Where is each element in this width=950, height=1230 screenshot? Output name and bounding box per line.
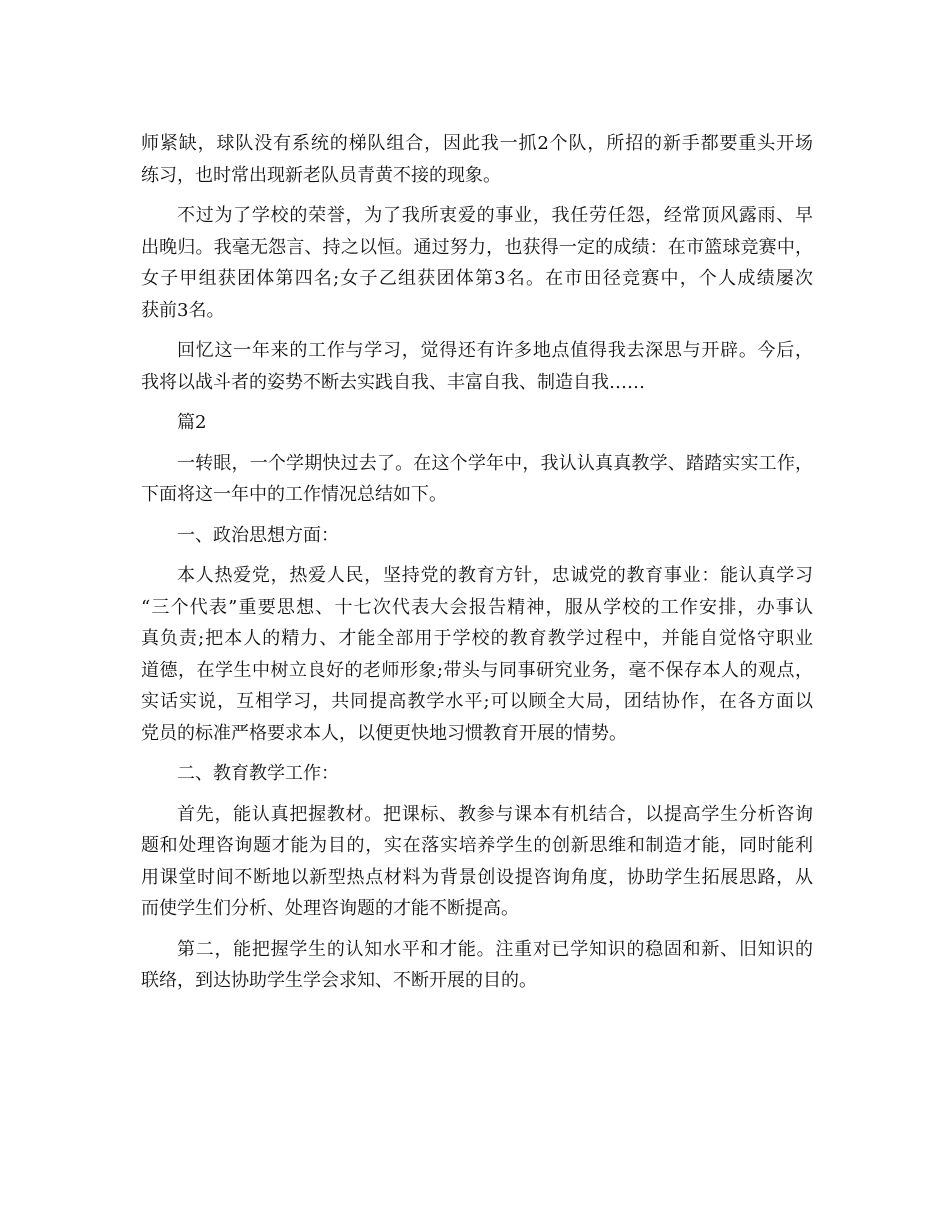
paragraph xyxy=(141,934,813,997)
text-line: 首先，能认真把握教材。把课标、教参与课本有机结合，以提高学生分析咨询 xyxy=(177,803,813,825)
subsection-heading xyxy=(141,520,813,552)
paragraph xyxy=(141,560,813,749)
text-line: 真负责;把本人的精力、才能全部用于学校的教育教学过程中，并能自觉恪守职业 xyxy=(141,628,813,649)
text-line: 不过为了学校的荣誉，为了我所衷爱的事业，我任劳任怨，经常顶风露雨、早 xyxy=(177,205,813,226)
text-line: 道德，在学生中树立良好的老师形象;带头与同事研究业务，毫不保存本人的观点， xyxy=(141,659,813,681)
text-line: 一、政治思想方面： xyxy=(177,524,339,546)
text-line: 党员的标准严格要求本人，以便更快地习惯教育开展的情势。 xyxy=(141,722,627,744)
text-line: 我将以战斗者的姿势不断去实践自我、丰富自我、制造自我…… xyxy=(141,371,645,393)
text-line: 本人热爱党，热爱人民，坚持党的教育方针，忠诚党的教育事业：能认真学习 xyxy=(177,565,813,586)
text-line: 下面将这一年中的工作情况总结如下。 xyxy=(141,484,447,505)
text-line: 二、教育教学工作： xyxy=(177,763,339,784)
text-line: 联络，到达协助学生学会求知、不断开展的目的。 xyxy=(141,970,537,991)
paragraph xyxy=(141,799,813,925)
text-line: 而使学生们分析、处理咨询题的才能不断提高。 xyxy=(141,898,519,919)
document-body xyxy=(141,128,813,997)
text-line: 用课堂时间不断地以新型热点材料为背景创设提咨询角度，协助学生拓展思路，从 xyxy=(141,866,813,888)
text-line: 实话实说，互相学习，共同提高教学水平;可以顾全大局，团结协作，在各方面以 xyxy=(141,691,813,712)
paragraph xyxy=(141,448,813,511)
text-line: 获前3名。 xyxy=(141,299,225,321)
text-line: 回忆这一年来的工作与学习，觉得还有许多地点值得我去深思与开辟。今后， xyxy=(177,340,813,361)
section-heading xyxy=(141,407,813,439)
paragraph-continuation xyxy=(141,128,813,191)
paragraph xyxy=(141,335,813,398)
text-line: 师紧缺，球队没有系统的梯队组合，因此我一抓2个队，所招的新手都要重头开场 xyxy=(141,133,813,154)
text-line: 题和处理咨询题才能为目的，实在落实培养学生的创新思维和制造才能，同时能利 xyxy=(141,835,813,856)
text-line: 女子甲组获团体第四名;女子乙组获团体第3名。在市田径竞赛中，个人成绩屡次 xyxy=(141,268,813,289)
text-line: 出晚归。我毫无怨言、持之以恒。通过努力，也获得一定的成绩：在市篮球竞赛中， xyxy=(141,236,813,258)
paragraph xyxy=(141,200,813,326)
text-line: 一转眼，一个学期快过去了。在这个学年中，我认认真真教学、踏踏实实工作， xyxy=(177,452,813,474)
subsection-heading xyxy=(141,758,813,790)
text-line: 篇2 xyxy=(177,412,207,433)
text-line: 练习，也时常出现新老队员青黄不接的现象。 xyxy=(141,164,501,186)
text-line: “三个代表”重要思想、十七次代表大会报告精神，服从学校的工作安排，办事认 xyxy=(141,596,813,618)
text-line: 第二，能把握学生的认知水平和才能。注重对已学知识的稳固和新、旧知识的 xyxy=(177,938,813,960)
